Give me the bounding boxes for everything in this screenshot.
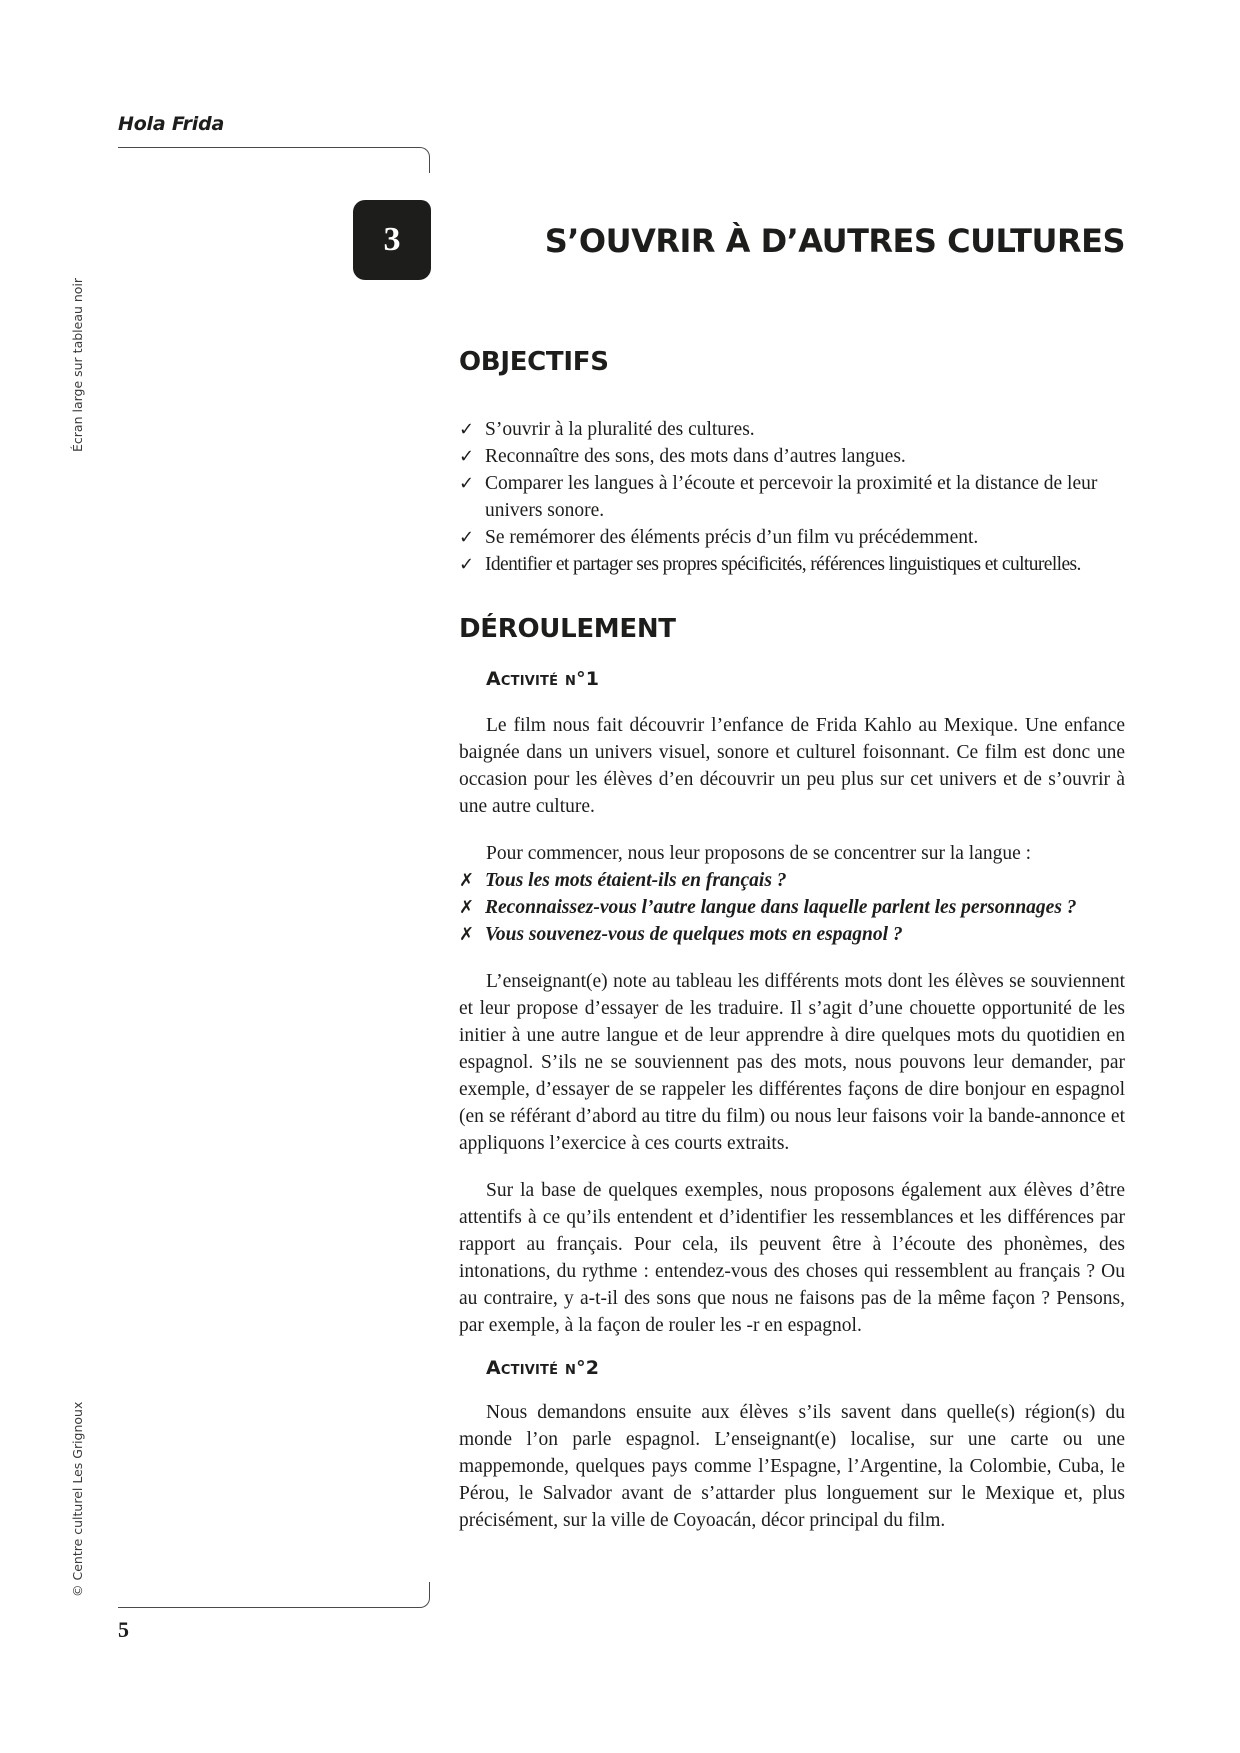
objectif-item: ✓ Comparer les langues à l’écoute et percevoir la proximité et la distance de leur univers sonore.	[459, 470, 1125, 524]
chapter-title: S’OUVRIR À D’AUTRES CULTURES	[544, 222, 1125, 260]
objectif-item: ✓ Reconnaître des sons, des mots dans d’autres langues.	[459, 443, 1125, 470]
cross-icon: ✗	[459, 870, 475, 891]
activite-2-heading: Activité n°2	[486, 1357, 600, 1379]
check-icon: ✓	[459, 527, 475, 548]
main-content	[459, 345, 1125, 1534]
page-number: 5	[118, 1617, 129, 1642]
check-icon: ✓	[459, 446, 475, 467]
check-icon: ✓	[459, 419, 475, 440]
check-icon: ✓	[459, 554, 475, 575]
deroulement-heading: DÉROULEMENT	[459, 614, 676, 644]
header-frame-line	[118, 147, 430, 173]
objectif-item: ✓ S’ouvrir à la pluralité des cultures.	[459, 416, 1125, 443]
activite-2-paragraph-1: Nous demandons ensuite aux élèves s’ils savent dans quelle(s) région(s) du monde l’on parle espagnol. L’enseignant(e) localise, sur une carte ou une mappemonde, quelques pays comme l’Espagne, l’Argentine, la Colombie, Cuba, le Pérou, le Salvador avant de s’attarder plus longuement sur le Mexique et, plus précisément, sur la ville de Coyoacán, décor principal du film.	[459, 1402, 1125, 1531]
cross-icon: ✗	[459, 924, 475, 945]
question-item: ✗ Vous souvenez-vous de quelques mots en espagnol ?	[459, 921, 1125, 948]
copyright-label: © Centre culturel Les Grignoux	[70, 1401, 85, 1597]
footer-frame-line	[118, 1582, 430, 1608]
questions-list	[459, 867, 1125, 948]
activite-1-paragraph-2: L’enseignant(e) note au tableau les différents mots dont les élèves se souviennent et leur propose d’essayer de les traduire. Il s’agit d’une chouette opportunité de les initier à une autre langue et de leur apprendre à dire quelques mots du quotidien en espagnol. S’ils ne se souviennent pas des mots, nous pouvons leur demander, par exemple, d’essayer de se rappeler les différentes façons de dire bonjour en espagnol (en se référant d’abord au titre du film) ou nous leur faisons voir la bande-annonce et appliquons l’exercice à ces courts extraits.	[459, 971, 1125, 1154]
objectif-item: ✓ Se remémorer des éléments précis d’un film vu précédemment.	[459, 524, 1125, 551]
running-title: Hola Frida	[118, 113, 225, 135]
check-icon: ✓	[459, 473, 475, 494]
chapter-number: 3	[383, 221, 401, 258]
side-label-top: Écran large sur tableau noir	[70, 277, 85, 452]
activite-1-paragraph-1: Le film nous fait découvrir l’enfance de Frida Kahlo au Mexique. Une enfance baignée dans un univers visuel, sonore et culturel foisonnant. Ce film est donc une occasion pour les élèves d’en découvrir un peu plus sur cet univers et de s’ouvrir à une autre culture.	[459, 715, 1125, 817]
objectifs-list	[459, 416, 1125, 578]
question-item: ✗ Reconnaissez-vous l’autre langue dans laquelle parlent les personnages ?	[459, 894, 1125, 921]
chapter-number-badge	[353, 200, 431, 280]
activite-1-heading: Activité n°1	[486, 668, 600, 690]
activite-1-paragraph-3: Sur la base de quelques exemples, nous proposons également aux élèves d’être attentifs à ce qu’ils entendent et d’identifier les ressemblances et les différences par rapport au français. Pour cela, ils peuvent être à l’écoute des phonèmes, des intonations, du rythme : entendez-vous des choses qui ressemblent au français ? Ou au contraire, y a-t-il des sons que nous ne faisons pas de la même façon ? Pensons, par exemple, à la façon de rouler les -r en espagnol.	[459, 1180, 1125, 1336]
question-item: ✗ Tous les mots étaient-ils en français ?	[459, 867, 1125, 894]
objectif-item: ✓ Identifier et partager ses propres spécificités, références linguistiques et culturelles.	[459, 551, 1125, 578]
cross-icon: ✗	[459, 897, 475, 918]
objectifs-heading: OBJECTIFS	[459, 347, 609, 377]
activite-1-lead: Pour commencer, nous leur proposons de se concentrer sur la langue :	[486, 843, 1032, 864]
